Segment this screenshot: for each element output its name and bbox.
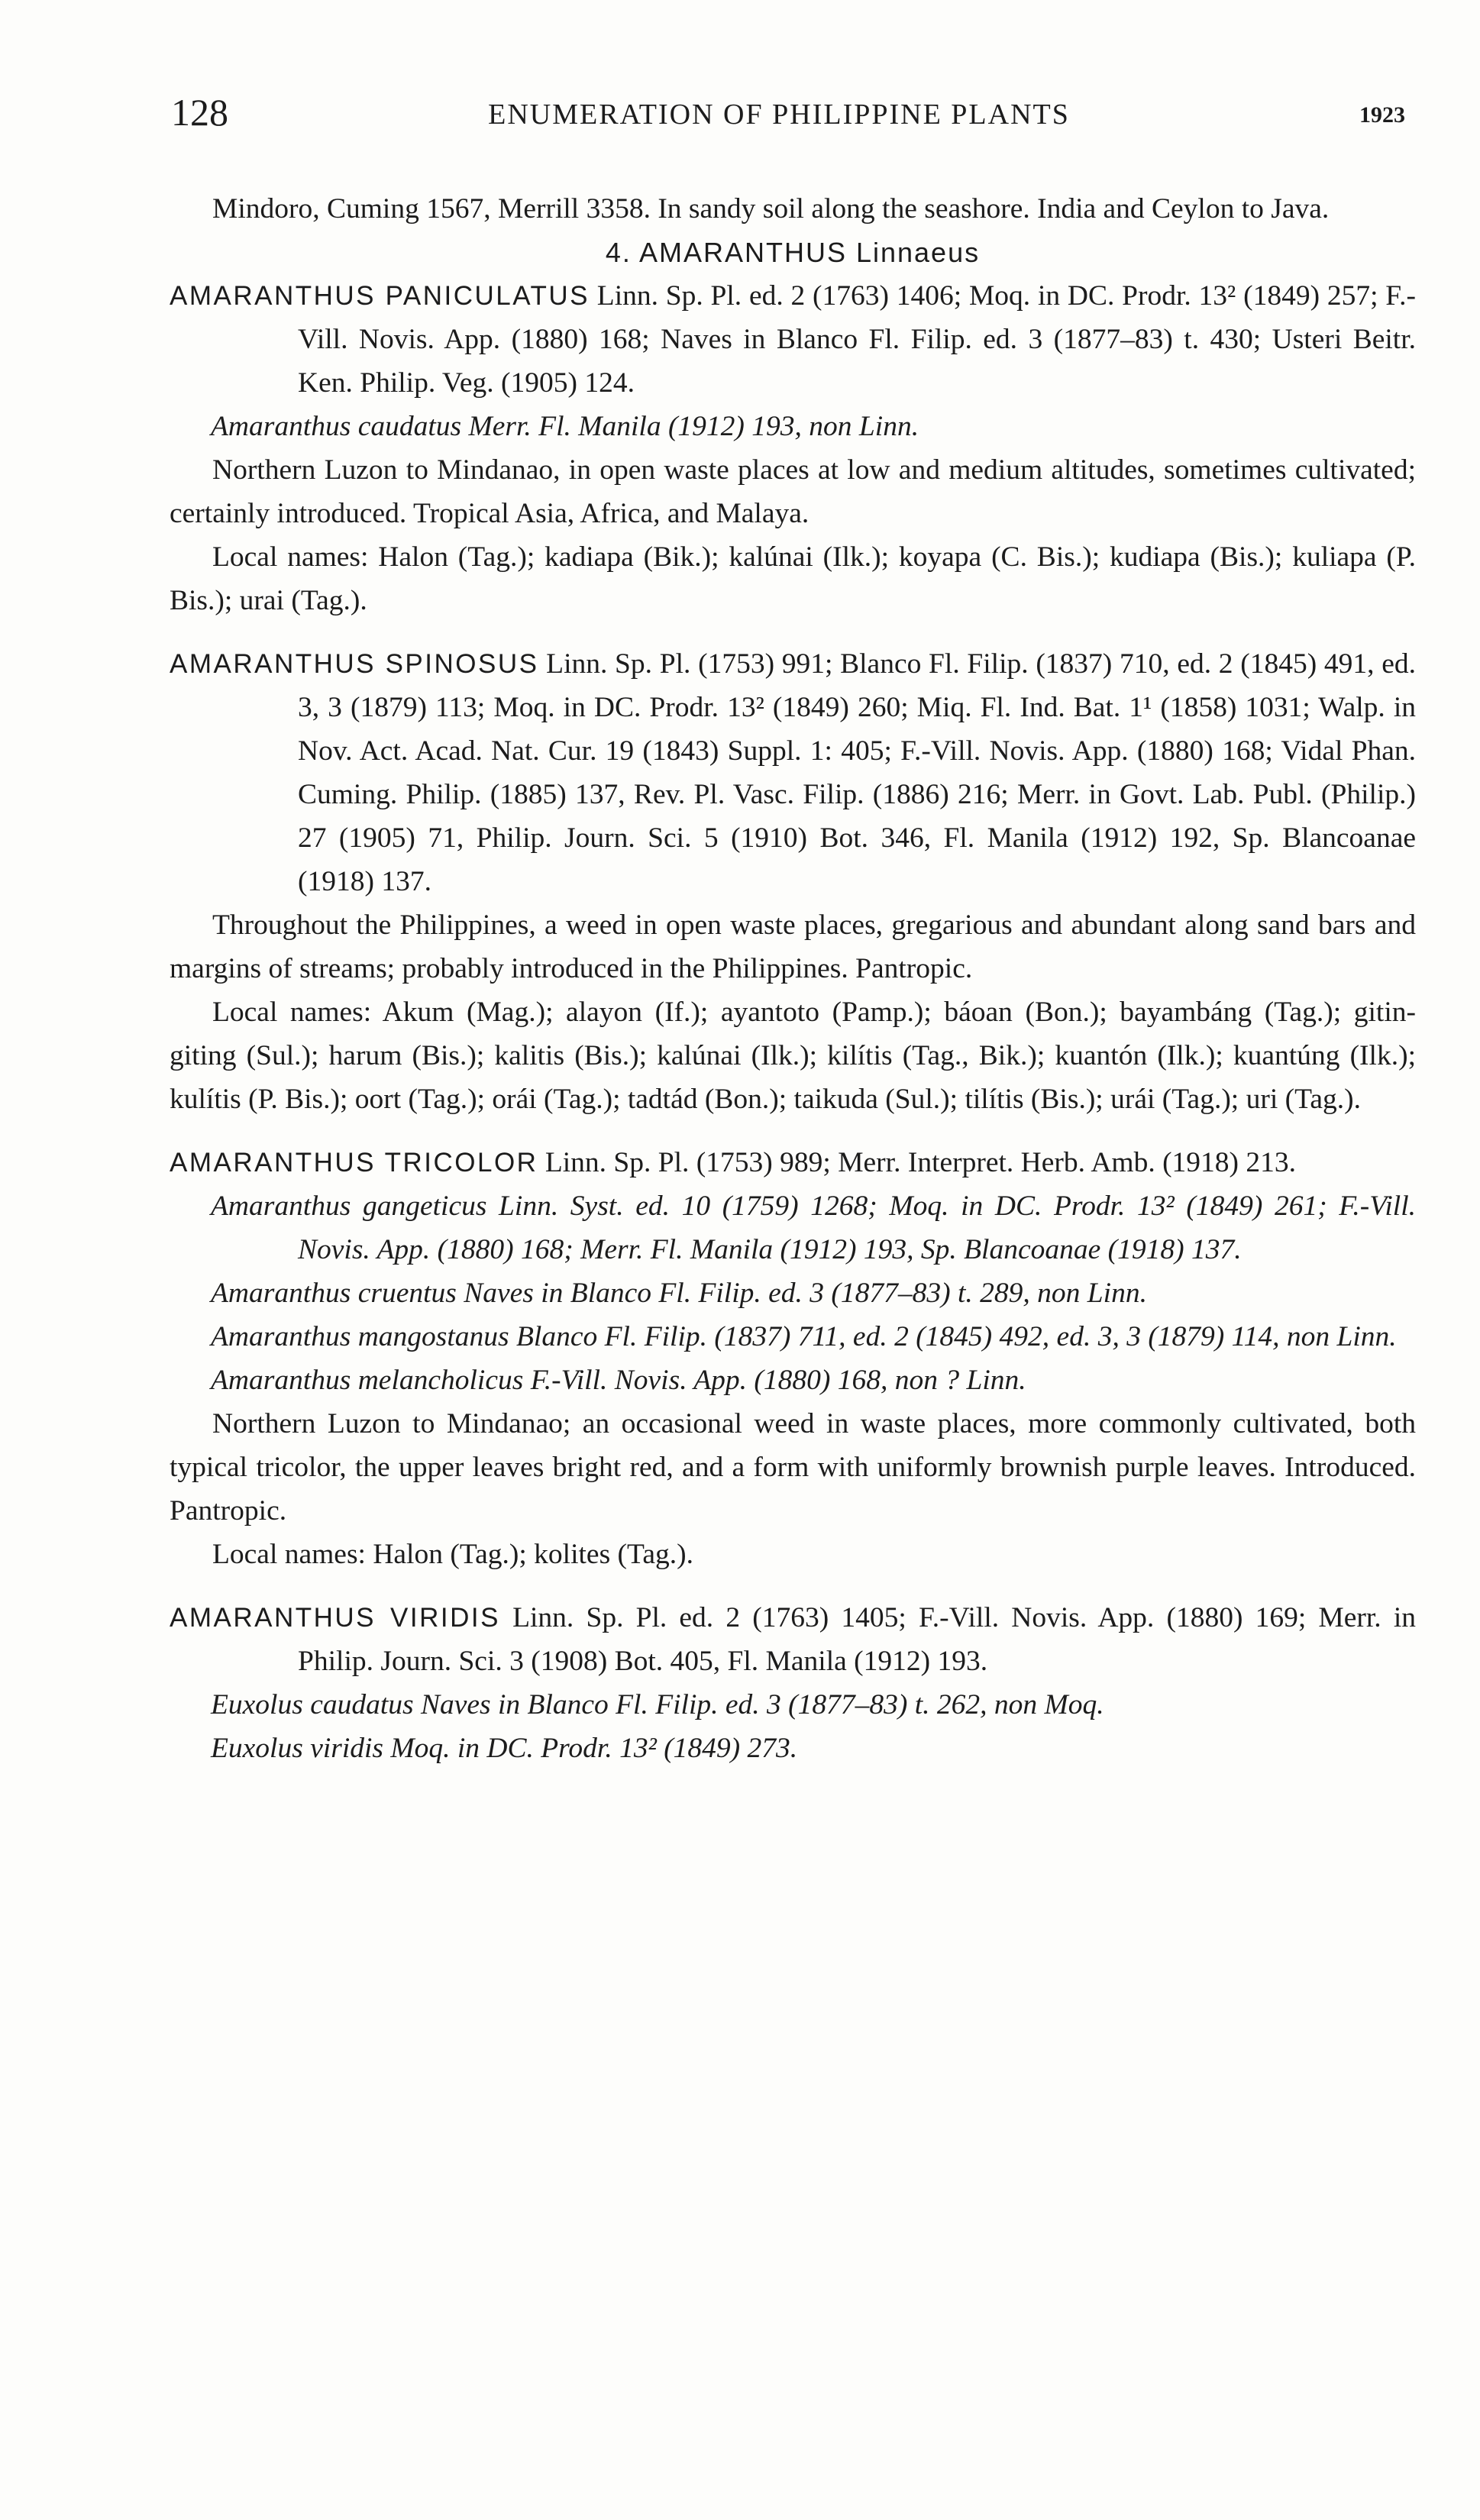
local-names-paragraph: Local names: Halon (Tag.); kadiapa (Bik.); kalúnai (Ilk.); koyapa (C. Bis.); kudiapa (Bis.); kuliapa (P. Bis.); urai (Tag.).	[170, 541, 1416, 616]
synonym-entry: Amaranthus gangeticus Linn. Syst. ed. 10 (1759) 1268; Moq. in DC. Prodr. 13² (1849) 261; F.-Vill. Novis. App. (1880) 168; Merr. Fl. Manila (1912) 193, Sp. Blancoanae (1918) 137.	[211, 1191, 1416, 1265]
species-name: AMARANTHUS SPINOSUS	[170, 649, 539, 679]
species-name: AMARANTHUS VIRIDIS	[170, 1603, 500, 1633]
distribution-paragraph: Throughout the Philippines, a weed in open waste places, gregarious and abundant along sand bars and margins of streams; probably introduced in the Philippines. Pantropic.	[170, 909, 1416, 984]
intro-paragraph: Mindoro, Cuming 1567, Merrill 3358. In sandy soil along the seashore. India and Ceylon to Java.	[212, 193, 1330, 225]
running-header	[153, 90, 1405, 136]
species-citation: Linn. Sp. Pl. ed. 2 (1763) 1406; Moq. in DC. Prodr. 13² (1849) 257; F.-Vill. Novis. App. (1880) 168; Naves in Blanco Fl. Filip. ed. 3 (1877–83) t. 430; Usteri Beitr. Ken. Philip. Veg. (1905) 124.	[298, 280, 1416, 399]
distribution-paragraph: Northern Luzon to Mindanao, in open waste places at low and medium altitudes, sometimes cultivated; certainly introduced. Tropical Asia, Africa, and Malaya.	[170, 454, 1416, 529]
species-name: AMARANTHUS PANICULATUS	[170, 281, 590, 311]
species-entry-viridis	[170, 1596, 1416, 1683]
species-citation: Linn. Sp. Pl. (1753) 989; Merr. Interpret. Herb. Amb. (1918) 213.	[544, 1147, 1297, 1178]
text-body	[170, 187, 1416, 1770]
species-citation: Linn. Sp. Pl. ed. 2 (1763) 1405; F.-Vill. Novis. App. (1880) 169; Merr. in Philip. Journ. Sci. 3 (1908) Bot. 405, Fl. Manila (1912) 193.	[298, 1602, 1417, 1677]
running-title: ENUMERATION OF PHILIPPINE PLANTS	[488, 99, 1070, 131]
genus-heading: 4. AMARANTHUS Linnaeus	[605, 237, 981, 268]
species-citation: Linn. Sp. Pl. (1753) 991; Blanco Fl. Filip. (1837) 710, ed. 2 (1845) 491, ed. 3, 3 (1879) 113; Moq. in DC. Prodr. 13² (1849) 260; Miq. Fl. Ind. Bat. 1¹ (1858) 1031; Walp. in Nov. Act. Acad. Nat. Cur. 19 (1843) Suppl. 1: 405; F.-Vill. Novis. App. (1880) 168; Vidal Phan. Cuming. Philip. (1885) 137, Rev. Pl. Vasc. Filip. (1886) 216; Merr. in Govt. Lab. Publ. (Philip.) 27 (1905) 71, Philip. Journ. Sci. 5 (1910) Bot. 346, Fl. Manila (1912) 192, Sp. Blancoanae (1918) 137.	[298, 648, 1417, 897]
species-name: AMARANTHUS TRICOLOR	[170, 1148, 538, 1178]
synonym-entry: Euxolus viridis Moq. in DC. Prodr. 13² (1849) 273.	[211, 1733, 798, 1764]
synonym-entry: Amaranthus caudatus Merr. Fl. Manila (1912) 193, non Linn.	[211, 411, 919, 442]
species-entry-tricolor	[170, 1141, 1416, 1184]
synonym-entry: Amaranthus cruentus Naves in Blanco Fl. Filip. ed. 3 (1877–83) t. 289, non Linn.	[211, 1278, 1147, 1309]
synonym-entry: Euxolus caudatus Naves in Blanco Fl. Filip. ed. 3 (1877–83) t. 262, non Moq.	[211, 1689, 1104, 1720]
page-number: 128	[171, 91, 228, 134]
synonym-entry: Amaranthus melancholicus F.-Vill. Novis. App. (1880) 168, non ? Linn.	[211, 1365, 1026, 1396]
species-entry-paniculatus	[170, 274, 1416, 405]
header-year: 1923	[1359, 102, 1405, 128]
synonym-entry: Amaranthus mangostanus Blanco Fl. Filip. (1837) 711, ed. 2 (1845) 492, ed. 3, 3 (1879) 114, non Linn.	[211, 1321, 1397, 1352]
species-entry-spinosus	[170, 642, 1416, 903]
distribution-paragraph: Northern Luzon to Mindanao; an occasional weed in waste places, more commonly cultivated, both typical tricolor, the upper leaves bright red, and a form with uniformly brownish purple leaves. Introduced. Pantropic.	[170, 1408, 1416, 1527]
local-names-paragraph: Local names: Halon (Tag.); kolites (Tag.).	[212, 1539, 693, 1570]
local-names-paragraph: Local names: Akum (Mag.); alayon (If.); ayantoto (Pamp.); báoan (Bon.); bayambáng (Tag.); gitin-giting (Sul.); harum (Bis.); kalitis (Bis.); kalúnai (Ilk.); kilítis (Tag., Bik.); kuantón (Ilk.); kuantúng (Ilk.); kulítis (P. Bis.); oort (Tag.); orái (Tag.); tadtád (Bon.); taikuda (Sul.); tilítis (Bis.); urái (Tag.); uri (Tag.).	[170, 997, 1416, 1115]
